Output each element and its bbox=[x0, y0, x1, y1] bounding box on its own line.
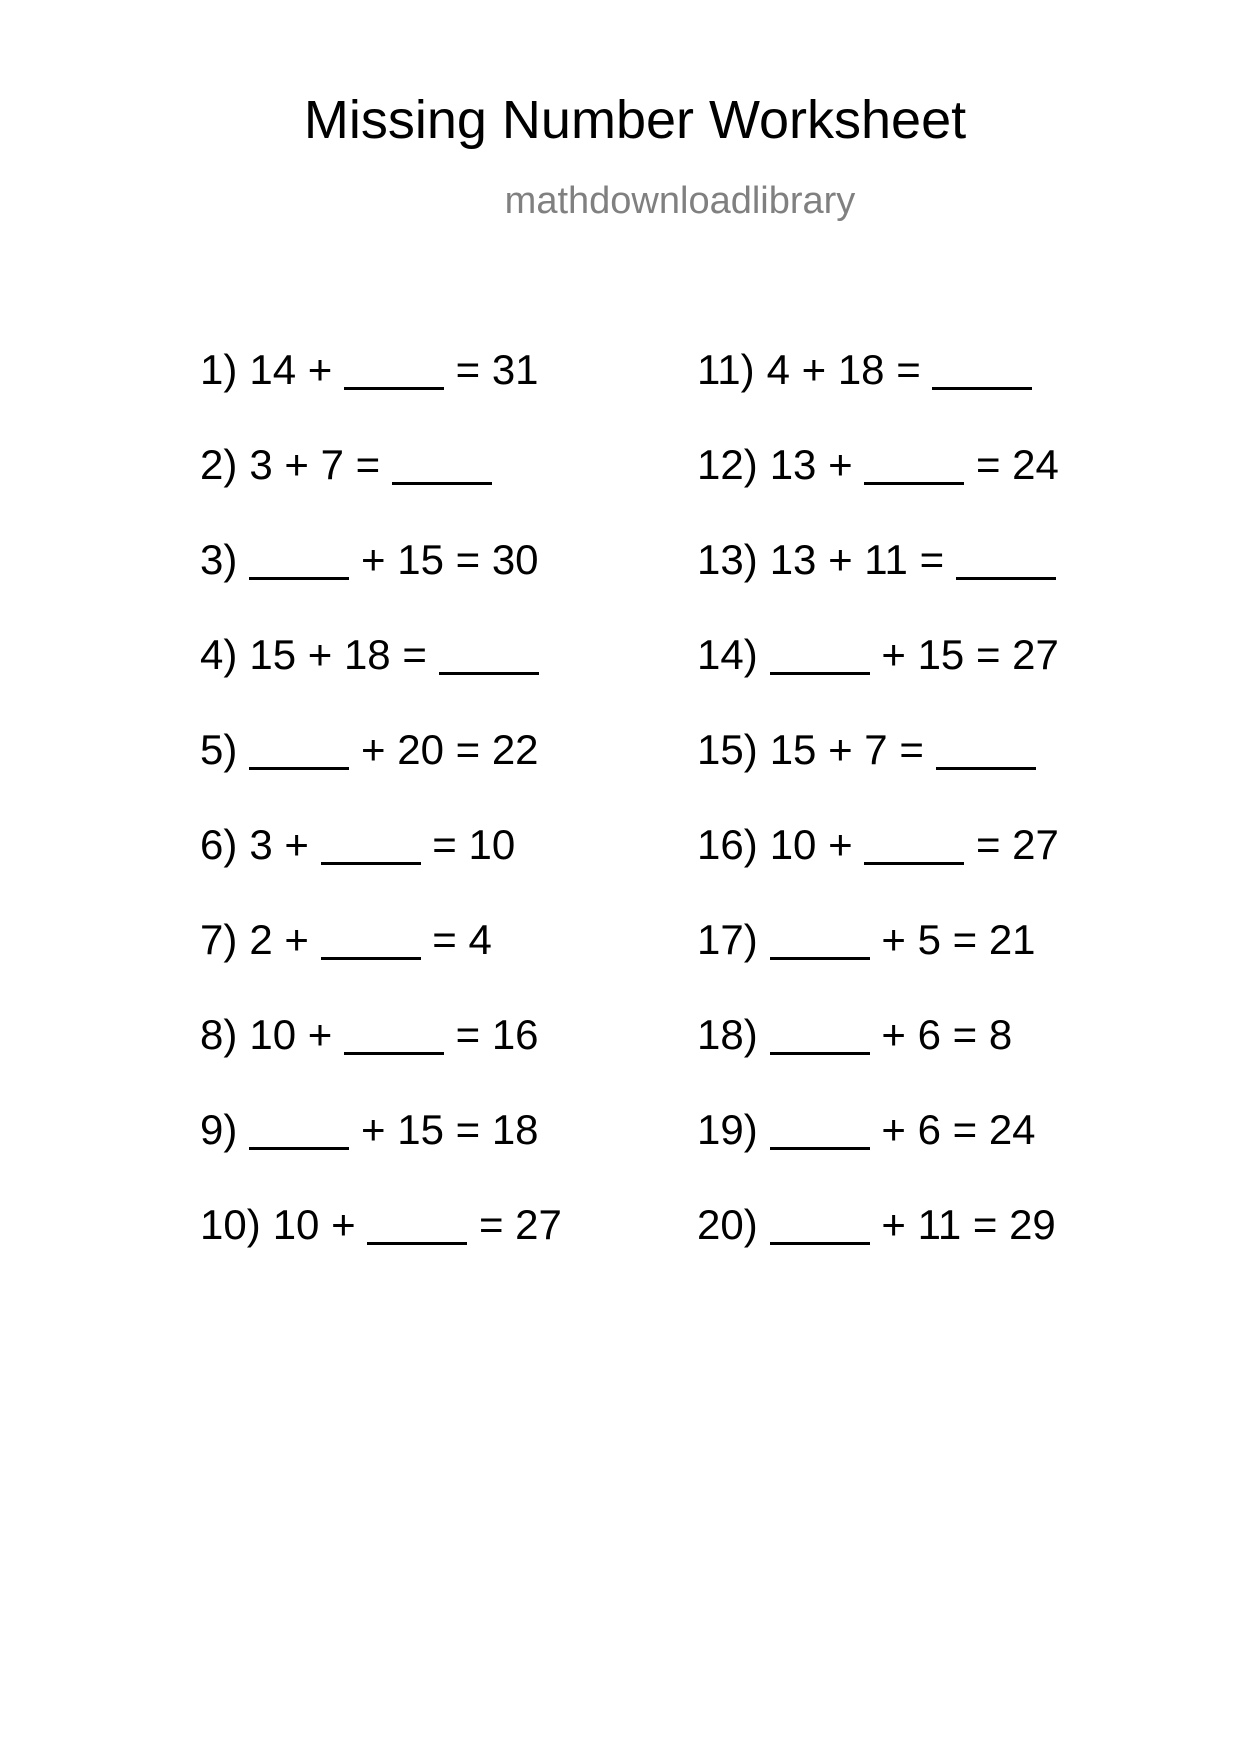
equals-sign: = bbox=[975, 821, 1001, 868]
addend-b: 15 bbox=[397, 1106, 444, 1153]
problem-number: 8) bbox=[200, 1011, 238, 1058]
problem-number: 20) bbox=[697, 1201, 758, 1248]
answer-blank[interactable] bbox=[367, 1202, 467, 1245]
plus-sign: + bbox=[828, 726, 853, 773]
plus-sign: + bbox=[828, 536, 853, 583]
problem-item bbox=[200, 345, 562, 440]
problem-number: 16) bbox=[697, 821, 758, 868]
plus-sign: + bbox=[881, 631, 906, 678]
plus-sign: + bbox=[361, 726, 386, 773]
problem-item bbox=[200, 820, 562, 915]
answer-blank[interactable] bbox=[249, 727, 349, 770]
equals-sign: = bbox=[972, 1201, 998, 1248]
plus-sign: + bbox=[881, 916, 906, 963]
problem-number: 4) bbox=[200, 631, 238, 678]
equals-sign: = bbox=[455, 1106, 481, 1153]
answer-blank[interactable] bbox=[956, 537, 1056, 580]
addend-a: 10 bbox=[249, 1011, 297, 1058]
equals-sign: = bbox=[455, 1011, 481, 1058]
problem-number: 5) bbox=[200, 726, 238, 773]
plus-sign: + bbox=[801, 346, 827, 393]
answer-blank[interactable] bbox=[864, 822, 964, 865]
problems-column-left bbox=[200, 345, 562, 1295]
addend-b: 20 bbox=[397, 726, 444, 773]
plus-sign: + bbox=[828, 821, 853, 868]
problem-number: 3) bbox=[200, 536, 238, 583]
plus-sign: + bbox=[307, 346, 333, 393]
problem-number: 15) bbox=[697, 726, 758, 773]
addend-b: 18 bbox=[837, 346, 885, 393]
plus-sign: + bbox=[307, 631, 333, 678]
plus-sign: + bbox=[284, 441, 309, 488]
sum-result: 10 bbox=[468, 821, 516, 868]
problem-number: 13) bbox=[697, 536, 758, 583]
sum-result: 27 bbox=[1012, 631, 1059, 678]
sum-result: 27 bbox=[515, 1201, 562, 1248]
problem-item bbox=[697, 345, 1059, 440]
sum-result: 24 bbox=[988, 1106, 1036, 1153]
sum-result: 22 bbox=[491, 726, 539, 773]
problem-number: 10) bbox=[200, 1201, 261, 1248]
addend-b: 7 bbox=[864, 726, 888, 773]
problem-number: 1) bbox=[200, 346, 238, 393]
problems-column-right bbox=[697, 345, 1059, 1295]
problem-number: 9) bbox=[200, 1106, 238, 1153]
addend-a: 3 bbox=[249, 821, 273, 868]
addend-b: 15 bbox=[917, 631, 965, 678]
worksheet-title: Missing Number Worksheet bbox=[303, 90, 967, 150]
problem-number: 7) bbox=[200, 916, 238, 963]
answer-blank[interactable] bbox=[249, 1107, 349, 1150]
problem-item bbox=[697, 1010, 1059, 1105]
problem-number: 6) bbox=[200, 821, 238, 868]
addend-a: 15 bbox=[769, 726, 817, 773]
equals-sign: = bbox=[455, 726, 481, 773]
addend-a: 3 bbox=[249, 441, 273, 488]
problem-item bbox=[200, 630, 562, 725]
equals-sign: = bbox=[402, 631, 427, 678]
sum-result: 4 bbox=[468, 916, 492, 963]
answer-blank[interactable] bbox=[770, 917, 870, 960]
answer-blank[interactable] bbox=[932, 347, 1032, 390]
equals-sign: = bbox=[975, 631, 1001, 678]
equals-sign: = bbox=[455, 536, 481, 583]
equals-sign: = bbox=[432, 916, 457, 963]
answer-blank[interactable] bbox=[392, 442, 492, 485]
equals-sign: = bbox=[952, 1106, 978, 1153]
sum-result: 29 bbox=[1009, 1201, 1056, 1248]
addend-a: 15 bbox=[249, 631, 297, 678]
problem-item bbox=[200, 915, 562, 1010]
sum-result: 16 bbox=[491, 1011, 539, 1058]
problem-item bbox=[200, 1200, 562, 1295]
equals-sign: = bbox=[899, 726, 924, 773]
plus-sign: + bbox=[284, 821, 309, 868]
problem-item bbox=[200, 725, 562, 820]
problem-item bbox=[697, 1105, 1059, 1200]
problem-item bbox=[697, 820, 1059, 915]
problem-item bbox=[697, 915, 1059, 1010]
addend-b: 7 bbox=[320, 441, 344, 488]
plus-sign: + bbox=[881, 1106, 906, 1153]
answer-blank[interactable] bbox=[321, 822, 421, 865]
problem-item bbox=[200, 1010, 562, 1105]
sum-result: 31 bbox=[491, 346, 539, 393]
plus-sign: + bbox=[331, 1201, 356, 1248]
equals-sign: = bbox=[355, 441, 381, 488]
answer-blank[interactable] bbox=[439, 632, 539, 675]
problem-item bbox=[697, 630, 1059, 725]
sum-result: 21 bbox=[988, 916, 1036, 963]
equals-sign: = bbox=[455, 346, 481, 393]
sum-result: 8 bbox=[988, 1011, 1013, 1058]
addend-b: 18 bbox=[343, 631, 391, 678]
problem-item bbox=[697, 1200, 1059, 1295]
answer-blank[interactable] bbox=[770, 1107, 870, 1150]
plus-sign: + bbox=[361, 1106, 386, 1153]
plus-sign: + bbox=[284, 916, 309, 963]
equals-sign: = bbox=[432, 821, 457, 868]
plus-sign: + bbox=[881, 1201, 906, 1248]
addend-b: 11 bbox=[864, 536, 908, 583]
answer-blank[interactable] bbox=[249, 537, 349, 580]
plus-sign: + bbox=[307, 1011, 333, 1058]
answer-blank[interactable] bbox=[864, 442, 964, 485]
problem-number: 11) bbox=[697, 346, 755, 393]
addend-b: 11 bbox=[917, 1201, 962, 1248]
problem-number: 12) bbox=[697, 441, 758, 488]
addend-a: 13 bbox=[769, 441, 817, 488]
sum-result: 30 bbox=[491, 536, 539, 583]
sum-result: 27 bbox=[1012, 821, 1059, 868]
plus-sign: + bbox=[828, 441, 853, 488]
problem-number: 19) bbox=[697, 1106, 758, 1153]
sum-result: 18 bbox=[491, 1106, 539, 1153]
problem-item bbox=[697, 725, 1059, 820]
answer-blank[interactable] bbox=[770, 632, 870, 675]
answer-blank[interactable] bbox=[770, 1012, 870, 1055]
equals-sign: = bbox=[975, 441, 1001, 488]
problem-number: 17) bbox=[697, 916, 758, 963]
problem-item bbox=[697, 535, 1059, 630]
addend-b: 15 bbox=[397, 536, 444, 583]
equals-sign: = bbox=[952, 1011, 978, 1058]
problem-number: 14) bbox=[697, 631, 758, 678]
problem-item bbox=[200, 1105, 562, 1200]
problem-item bbox=[200, 535, 562, 630]
problem-number: 2) bbox=[200, 441, 238, 488]
equals-sign: = bbox=[478, 1201, 504, 1248]
answer-blank[interactable] bbox=[344, 347, 444, 390]
problem-number: 18) bbox=[697, 1011, 758, 1058]
addend-a: 2 bbox=[249, 916, 273, 963]
plus-sign: + bbox=[881, 1011, 906, 1058]
addend-a: 10 bbox=[769, 821, 817, 868]
addend-a: 14 bbox=[249, 346, 297, 393]
addend-a: 10 bbox=[272, 1201, 320, 1248]
addend-a: 13 bbox=[769, 536, 817, 583]
sum-result: 24 bbox=[1012, 441, 1059, 488]
addend-b: 6 bbox=[917, 1106, 941, 1153]
answer-blank[interactable] bbox=[770, 1202, 870, 1245]
problem-item bbox=[697, 440, 1059, 535]
addend-a: 4 bbox=[766, 346, 790, 393]
plus-sign: + bbox=[361, 536, 386, 583]
answer-blank[interactable] bbox=[936, 727, 1036, 770]
answer-blank[interactable] bbox=[344, 1012, 444, 1055]
equals-sign: = bbox=[896, 346, 921, 393]
addend-b: 6 bbox=[917, 1011, 941, 1058]
equals-sign: = bbox=[952, 916, 978, 963]
worksheet-subtitle: mathdownloadlibrary bbox=[504, 180, 856, 222]
answer-blank[interactable] bbox=[321, 917, 421, 960]
problem-item bbox=[200, 440, 562, 535]
equals-sign: = bbox=[919, 536, 945, 583]
addend-b: 5 bbox=[917, 916, 941, 963]
